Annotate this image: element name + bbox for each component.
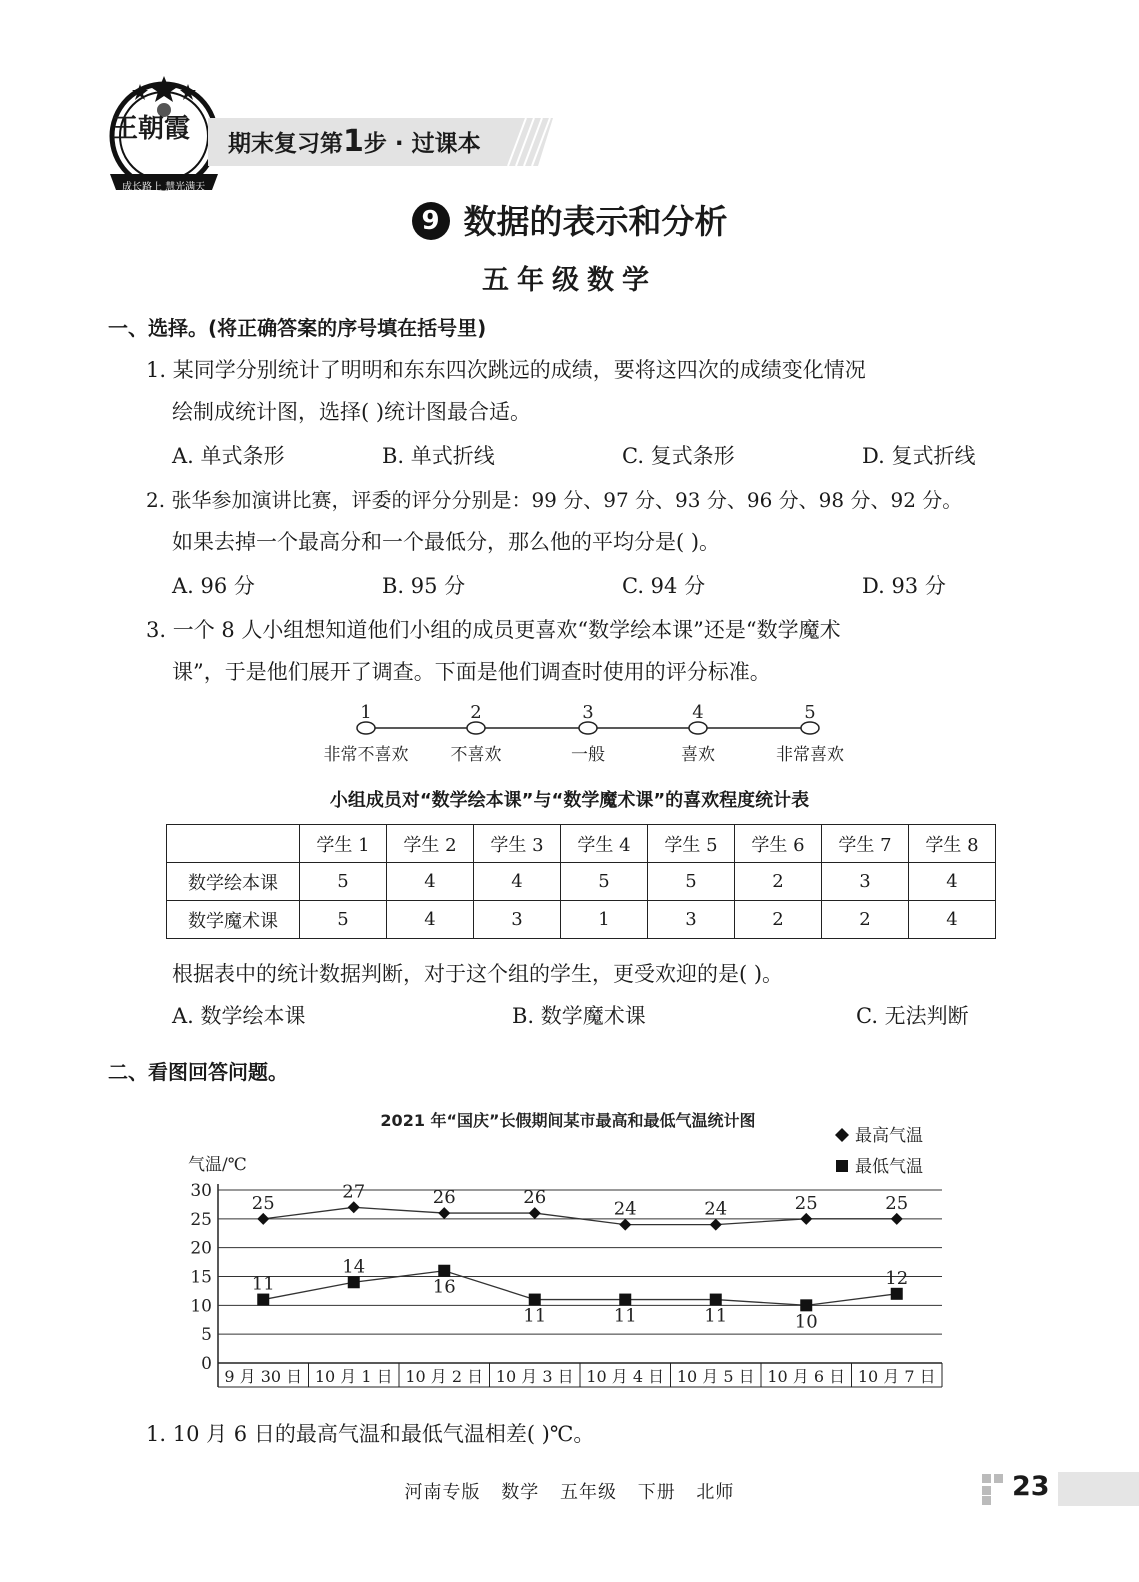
section2-heading: 二、看图回答问题。 <box>108 1060 288 1084</box>
table-header-cell: 学生 6 <box>735 825 822 863</box>
table-row <box>167 863 996 901</box>
rating-table <box>166 824 996 939</box>
x-tick-label: 9 月 30 日 <box>224 1367 303 1386</box>
table-header-cell: 学生 1 <box>300 825 387 863</box>
scale-point-2 <box>467 722 485 734</box>
data-point-low <box>529 1294 541 1306</box>
data-point-high <box>348 1201 360 1213</box>
data-label: 27 <box>342 1181 366 1203</box>
data-point-high <box>529 1207 541 1219</box>
table-cell: 3 <box>474 901 561 939</box>
q3-question: 根据表中的统计数据判断，对于这个组的学生，更受欢迎的是( )。 <box>172 962 784 986</box>
q1-option-b: B. 单式折线 <box>382 444 495 468</box>
table-header-cell: 学生 2 <box>387 825 474 863</box>
brand-slogan: 成长路上 慧光满天 <box>122 182 206 193</box>
data-label: 24 <box>613 1198 637 1220</box>
y-tick-label: 0 <box>201 1354 212 1374</box>
table-cell: 2 <box>735 901 822 939</box>
chart-x-ticks <box>224 1363 942 1387</box>
q2-option-b: B. 95 分 <box>382 574 466 598</box>
y-tick-label: 5 <box>201 1325 212 1346</box>
scale-label-2: 不喜欢 <box>450 745 502 765</box>
data-point-low <box>891 1288 903 1300</box>
data-point-low <box>619 1294 631 1306</box>
data-point-high <box>619 1219 631 1231</box>
unit-title: 9 数据的表示和分析 <box>0 196 1139 243</box>
chart-grid <box>218 1184 942 1387</box>
table-cell: 2 <box>735 863 822 901</box>
q1-line1: 1. 某同学分别统计了明明和东东四次跳远的成绩，要将这四次的成绩变化情况 <box>146 358 866 382</box>
scale-label-5: 非常喜欢 <box>776 745 844 765</box>
scale-num-3: 3 <box>582 702 594 723</box>
table-cell: 4 <box>909 901 996 939</box>
data-point-high <box>438 1207 450 1219</box>
table-corner-cell <box>167 825 300 863</box>
table-cell: 2 <box>822 901 909 939</box>
chart-title: 2021 年“国庆”长假期间某市最高和最低气温统计图 <box>380 1111 756 1130</box>
y-tick-label: 10 <box>190 1296 212 1317</box>
legend-marker-high <box>835 1128 849 1142</box>
table-caption: 小组成员对“数学绘本课”与“数学魔术课”的喜欢程度统计表 <box>329 790 810 811</box>
y-tick-label: 20 <box>190 1238 212 1259</box>
data-label: 16 <box>432 1276 456 1298</box>
y-tick-label: 30 <box>190 1181 212 1201</box>
table-row-label: 数学魔术课 <box>167 901 300 939</box>
x-tick-label: 10 月 6 日 <box>767 1367 846 1386</box>
data-label: 26 <box>523 1187 547 1209</box>
scale-label-4: 喜欢 <box>681 745 715 765</box>
x-tick-label: 10 月 2 日 <box>405 1367 484 1386</box>
q2-option-d: D. 93 分 <box>862 574 946 598</box>
grade-title: 五年级数学 <box>482 265 657 296</box>
data-label: 26 <box>432 1187 456 1209</box>
legend-marker-low <box>836 1160 848 1172</box>
x-tick-label: 10 月 5 日 <box>676 1367 755 1386</box>
data-point-low <box>348 1276 360 1288</box>
q3-option-c: C. 无法判断 <box>856 1004 969 1028</box>
data-label: 11 <box>704 1305 728 1327</box>
y-tick-label: 15 <box>190 1267 212 1288</box>
chart-legend <box>835 1126 923 1177</box>
q1-line2: 绘制成统计图，选择( )统计图最合适。 <box>172 400 532 424</box>
table-header-cell: 学生 4 <box>561 825 648 863</box>
q3-line1: 3. 一个 8 人小组想知道他们小组的成员更喜欢“数学绘本课”还是“数学魔术 <box>146 618 841 642</box>
table-cell: 5 <box>300 863 387 901</box>
x-tick-label: 10 月 4 日 <box>586 1367 665 1386</box>
scale-point-1 <box>357 722 375 734</box>
data-label: 10 <box>794 1311 818 1333</box>
table-cell: 3 <box>822 863 909 901</box>
table-cell: 1 <box>561 901 648 939</box>
table-cell: 5 <box>300 901 387 939</box>
data-label: 11 <box>251 1273 275 1295</box>
data-point-low <box>710 1294 722 1306</box>
x-tick-label: 10 月 3 日 <box>495 1367 574 1386</box>
table-cell: 4 <box>909 863 996 901</box>
section2-q1: 1. 10 月 6 日的最高气温和最低气温相差( )℃。 <box>146 1422 595 1446</box>
scale-num-2: 2 <box>470 702 482 723</box>
data-label: 14 <box>342 1256 366 1278</box>
data-point-high <box>257 1213 269 1225</box>
chart-series <box>252 1181 908 1332</box>
data-label: 25 <box>251 1192 275 1214</box>
legend-label-low: 最低气温 <box>855 1157 923 1177</box>
temperature-line-chart <box>180 1100 960 1400</box>
data-point-high <box>891 1213 903 1225</box>
scale-label-3: 一般 <box>571 745 605 765</box>
table-cell: 4 <box>387 901 474 939</box>
scale-num-5: 5 <box>804 702 816 723</box>
table-header-row <box>167 825 996 863</box>
data-label: 11 <box>613 1305 637 1327</box>
table-cell: 4 <box>474 863 561 901</box>
q3-option-b: B. 数学魔术课 <box>512 1004 646 1028</box>
scale-point-5 <box>801 722 819 734</box>
data-point-high <box>800 1213 812 1225</box>
data-label: 11 <box>523 1305 547 1327</box>
data-label: 24 <box>704 1198 728 1220</box>
data-point-low <box>800 1299 812 1311</box>
table-row <box>167 901 996 939</box>
scale-num-1: 1 <box>360 702 372 723</box>
legend-label-high: 最高气温 <box>855 1126 923 1146</box>
footer-text: 河南专版 数学 五年级 下册 北师 <box>404 1482 735 1503</box>
rating-scale <box>300 698 880 770</box>
data-label: 25 <box>885 1192 909 1214</box>
table-header-cell: 学生 3 <box>474 825 561 863</box>
table-cell: 3 <box>648 901 735 939</box>
chapter-banner-text: 期末复习第1步 · 过课本 <box>228 124 481 159</box>
page-tab <box>978 1472 1139 1506</box>
data-label: 25 <box>794 1192 818 1214</box>
data-point-high <box>710 1219 722 1231</box>
scale-point-3 <box>579 722 597 734</box>
x-tick-label: 10 月 1 日 <box>314 1367 393 1386</box>
table-row-label: 数学绘本课 <box>167 863 300 901</box>
q2-line2: 如果去掉一个最高分和一个最低分，那么他的平均分是( )。 <box>172 530 721 554</box>
y-tick-label: 25 <box>190 1209 212 1230</box>
q1-option-a: A. 单式条形 <box>172 444 285 468</box>
table-cell: 5 <box>648 863 735 901</box>
brand-name: 王朝霞 <box>112 114 191 144</box>
data-point-low <box>438 1265 450 1277</box>
q2-line1: 2. 张华参加演讲比赛，评委的评分分别是：99 分、97 分、93 分、96 分、98 分、92 分。 <box>146 488 963 512</box>
table-cell: 4 <box>387 863 474 901</box>
q3-option-a: A. 数学绘本课 <box>172 1004 306 1028</box>
page-number: 23 <box>1012 1471 1050 1502</box>
chart-y-ticks <box>190 1181 212 1374</box>
table-header-cell: 学生 8 <box>909 825 996 863</box>
unit-number-badge: 9 <box>412 202 450 240</box>
scale-label-1: 非常不喜欢 <box>323 745 409 765</box>
x-tick-label: 10 月 7 日 <box>857 1367 936 1386</box>
data-point-low <box>257 1294 269 1306</box>
q1-option-c: C. 复式条形 <box>622 444 735 468</box>
scale-num-4: 4 <box>692 702 704 723</box>
q2-option-a: A. 96 分 <box>172 574 255 598</box>
scale-point-4 <box>689 722 707 734</box>
section1-heading: 一、选择。(将正确答案的序号填在括号里) <box>108 316 487 340</box>
q3-line2: 课”，于是他们展开了调查。下面是他们调查时使用的评分标准。 <box>172 660 771 684</box>
q2-option-c: C. 94 分 <box>622 574 706 598</box>
table-header-cell: 学生 7 <box>822 825 909 863</box>
table-header-cell: 学生 5 <box>648 825 735 863</box>
data-label: 12 <box>885 1267 909 1289</box>
table-cell: 5 <box>561 863 648 901</box>
chart-y-label: 气温/℃ <box>188 1155 247 1175</box>
q1-option-d: D. 复式折线 <box>862 444 976 468</box>
